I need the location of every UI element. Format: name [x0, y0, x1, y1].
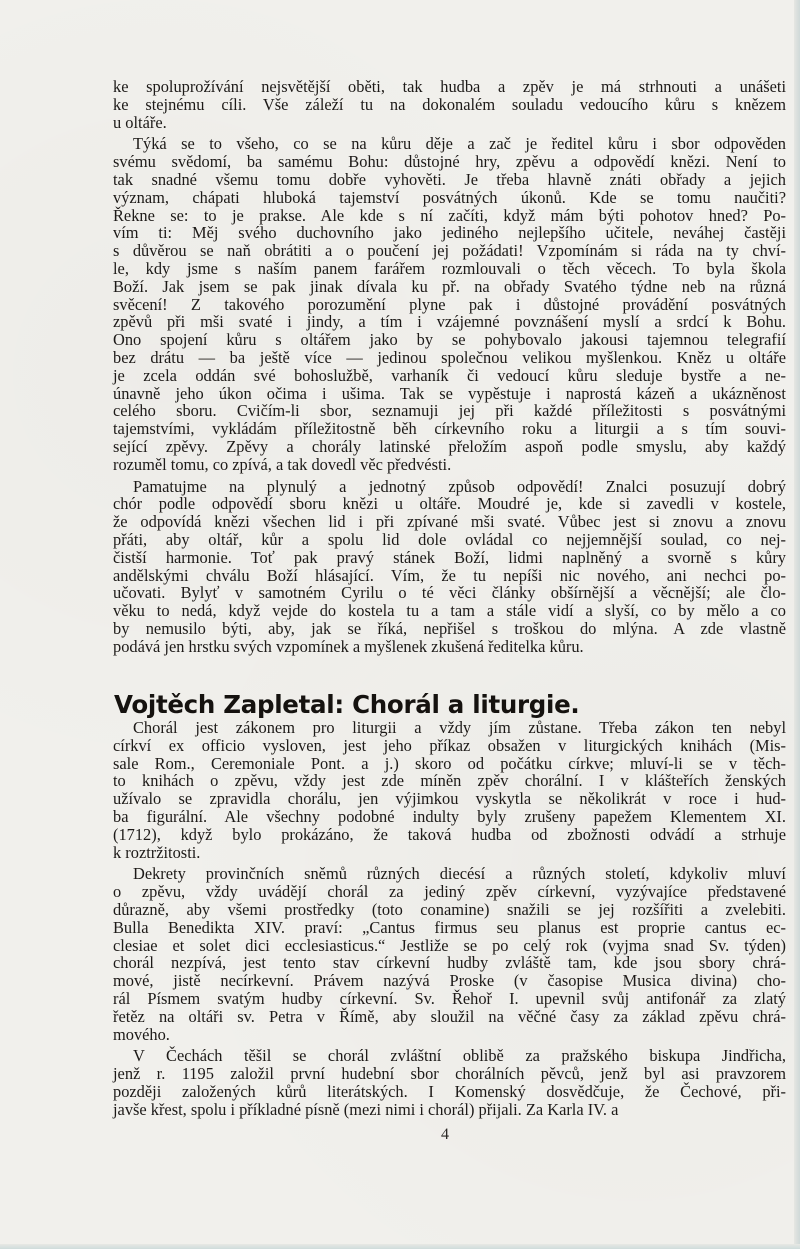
text-line: V Čechách těšil se chorál zvláštní oblibě za pražského biskupa Jindřicha, — [133, 1046, 786, 1066]
text-line: rozuměl tomu, co zpívá, a tak dovedl věc předvésti. — [113, 454, 452, 474]
text-line: o zpěvu, vždy uvádějí chorál za jediný zpěv církevní, vyzývajíce představené — [113, 882, 786, 902]
paragraph — [113, 135, 786, 473]
text-line: význam, chápati hluboká tajemství posvátných úkonů. Kde se tomu naučiti? — [113, 187, 786, 207]
text-line: tajemstvími, vykládám příležitostně běh církevního roku a liturgii a s tím souvi- — [113, 419, 786, 439]
text-line: jenž r. 1195 založil první hudební sbor chorálních pěvců, jenž byl asi pravzorem — [113, 1064, 786, 1084]
text-line: mového. — [113, 1024, 170, 1044]
text-line: Boží. Jak jsem se pak jinak dívala ku př. na obřady Svatého týdne neb na různá — [113, 276, 786, 296]
text-line: řetěz na oltáři sv. Petra v Římě, aby sloužil na věčné časy za základ zpěvu chrá- — [113, 1006, 786, 1026]
text-line: učovati. Bylyť v samotném Cyrilu o té věci články obšírnější a věcnější; ale člo- — [113, 583, 786, 603]
text-line: mové, jistě necírkevní. Právem nazývá Proske (v časopise Musica divina) cho- — [113, 971, 786, 991]
text-line: ba figurální. Ale všechny podobné indulty byly zrušeny papežem Klementem XI. — [113, 806, 786, 826]
article-heading: Vojtěch Zapletal: Chorál a liturgie. — [114, 690, 580, 720]
paragraph — [113, 1047, 786, 1118]
text-line: užívalo se zpravidla chorálu, jen výjimkou vyskytla se několikrát v roce i hud- — [113, 789, 786, 809]
text-line: svěcení! Z takového porozumění plyne pak i důstojné provádění posvátných — [113, 294, 786, 314]
text-line: javše křest, spolu i příkladné písně (mezi nimi i chorál) přijali. Za Karla IV. a — [113, 1099, 619, 1119]
text-line: Ono spojení kůru s oltářem jako by se pohybovalo jakousi tajemnou telegrafií — [113, 330, 786, 350]
page-number: 4 — [441, 1126, 449, 1143]
article-body — [113, 719, 786, 1119]
text-line: později založených kůrů literátských. I Komenský dosvědčuje, že Čechové, při- — [113, 1081, 786, 1101]
text-line: sale Rom., Ceremoniale Pont. a j.) skoro od počátku církve; mluví-li se v těch- — [113, 753, 786, 773]
paragraph — [113, 78, 786, 131]
text-line: tak snadné všemu tomu dobře vyhověti. Je třeba hlavně znáti obřady a jejich — [113, 169, 786, 189]
text-line: u oltáře. — [113, 112, 167, 132]
text-line: podává jen hrstku svých vzpomínek a myšlenek zkušená ředitelka kůru. — [113, 636, 584, 656]
text-line: Chorál jest zákonem pro liturgii a vždy jím zůstane. Třeba zákon ten nebyl — [133, 718, 786, 737]
text-line: by nemusilo býti, aby, jak se říká, nepřišel s troškou do mlýna. A zde vlastně — [113, 618, 786, 638]
text-line: chór podle odpovědí sboru knězi u oltáře. Moudré je, kde si zavedli v kostele, — [113, 494, 786, 514]
text-line: Týká se to všeho, co se na kůru děje a zač je ředitel kůru i sbor odpověden — [133, 134, 786, 154]
text-line: celého sboru. Cvičím-li sbor, seznamuji jej při každé příležitosti s posvátnými — [113, 401, 786, 421]
text-line: svému svědomí, ba samému Bohu: důstojné hry, zpěvu a odpovědí knězi. Není to — [113, 152, 786, 172]
text-line: le, kdy jsme s naším panem farářem rozmlouvali o těch věcech. To byla škola — [113, 258, 786, 278]
text-line: důrazně, aby všemi prostředky (toto conamine) snažili se jej rozšířiti a zvelebiti. — [113, 899, 786, 919]
text-line: věku to nedá, když vejde do kostela tu a tam a stále vidí a slyší, co by mělo a co — [113, 601, 786, 621]
paragraph — [113, 478, 786, 656]
text-line: vím ti: Měj svého duchovního jako jediného nejlepšího učitele, neváhej častěji — [113, 223, 786, 243]
section-continued-text — [113, 78, 786, 656]
text-line: Pamatujme na plynulý a jednotný způsob odpovědí! Znalci posuzují dobrý — [133, 476, 786, 496]
text-line: chorál nezpívá, jest tento stav církevní hudby zvláště tam, kde jsou sbory chrá- — [113, 953, 786, 973]
text-line: čistší harmonie. Toť pak pravý stánek Boží, lidmi naplněný a svorně s kůry — [113, 547, 786, 567]
text-line: únavně jeho úkon očima i ušima. Tak se vypěstuje i naprostá kázeň a ukázněnost — [113, 383, 786, 403]
paragraph — [113, 719, 786, 861]
scan-edge-right — [794, 0, 800, 1249]
text-line: že odpovídá knězi všechen lid i při zpívané mši svaté. Vůbec jest si znovu a znovu — [113, 512, 786, 532]
text-line: církví ex officio vysloven, jest jeho příkaz obsažen v liturgických knihách (Mis- — [113, 735, 786, 755]
paragraph — [113, 865, 786, 1043]
text-line: ke spoluprožívání nejsvětější oběti, tak hudba a zpěv je má strhnouti a unášeti — [113, 77, 786, 96]
text-line: to knihách o zpěvu, vždy jest zde míněn zpěv chorální. I v klášteřích ženských — [113, 771, 786, 791]
scan-edge-bottom — [0, 1244, 800, 1249]
text-line: zpěvů při mši svaté i jindy, a tím i vzájemné povznášení myslí a srdcí k Bohu. — [113, 312, 786, 332]
text-line: Řekne se: to je prakse. Ale kde s ní začíti, když mám býti pohotov hned? Po- — [113, 205, 786, 225]
text-line: je zcela oddán své bohoslužbě, varhaník či vedoucí kůru sleduje bystře a ne- — [113, 365, 786, 385]
text-line: bez drátu — ba ještě více — jedinou společnou velikou myšlenkou. Kněz u oltáře — [113, 347, 786, 367]
text-line: rál Písmem svatým hudby církevní. Sv. Řehoř I. upevnil svůj antifonář za zlatý — [113, 988, 786, 1008]
text-line: ke stejnému cíli. Vše záleží tu na dokonalém souladu vedoucího kůru s knězem — [113, 94, 786, 114]
text-line: Bulla Benedikta XIV. praví: „Cantus firmus seu planus est proprie cantus ec- — [113, 917, 786, 937]
text-line: clesiae et solet dici ecclesiasticus.“ Jestliže se po celý rok (vyjma snad Sv. týden) — [113, 935, 786, 955]
text-line: andělskými chválu Boží hlásající. Vím, že tu nepíši nic nového, ani nechci po- — [113, 565, 786, 585]
text-line: (1712), když bylo prokázáno, že taková hudba od zbožnosti odvádí a strhuje — [113, 824, 786, 844]
text-line: s důvěrou se naň obrátiti a o poučení jej požádati! Vzpomínám si ráda na ty chví- — [113, 241, 786, 261]
text-line: k roztržitosti. — [113, 842, 201, 862]
text-line: přáti, aby oltář, kůr a spolu lid dole ovládal co nejjemnější soulad, co nej- — [113, 529, 786, 549]
text-line: sející zpěvy. Zpěvy a chorály latinské přeložím aspoň podle smyslu, aby každý — [113, 436, 786, 456]
text-line: Dekrety provinčních sněmů různých diecésí a různých století, kdykoliv mluví — [133, 864, 786, 884]
